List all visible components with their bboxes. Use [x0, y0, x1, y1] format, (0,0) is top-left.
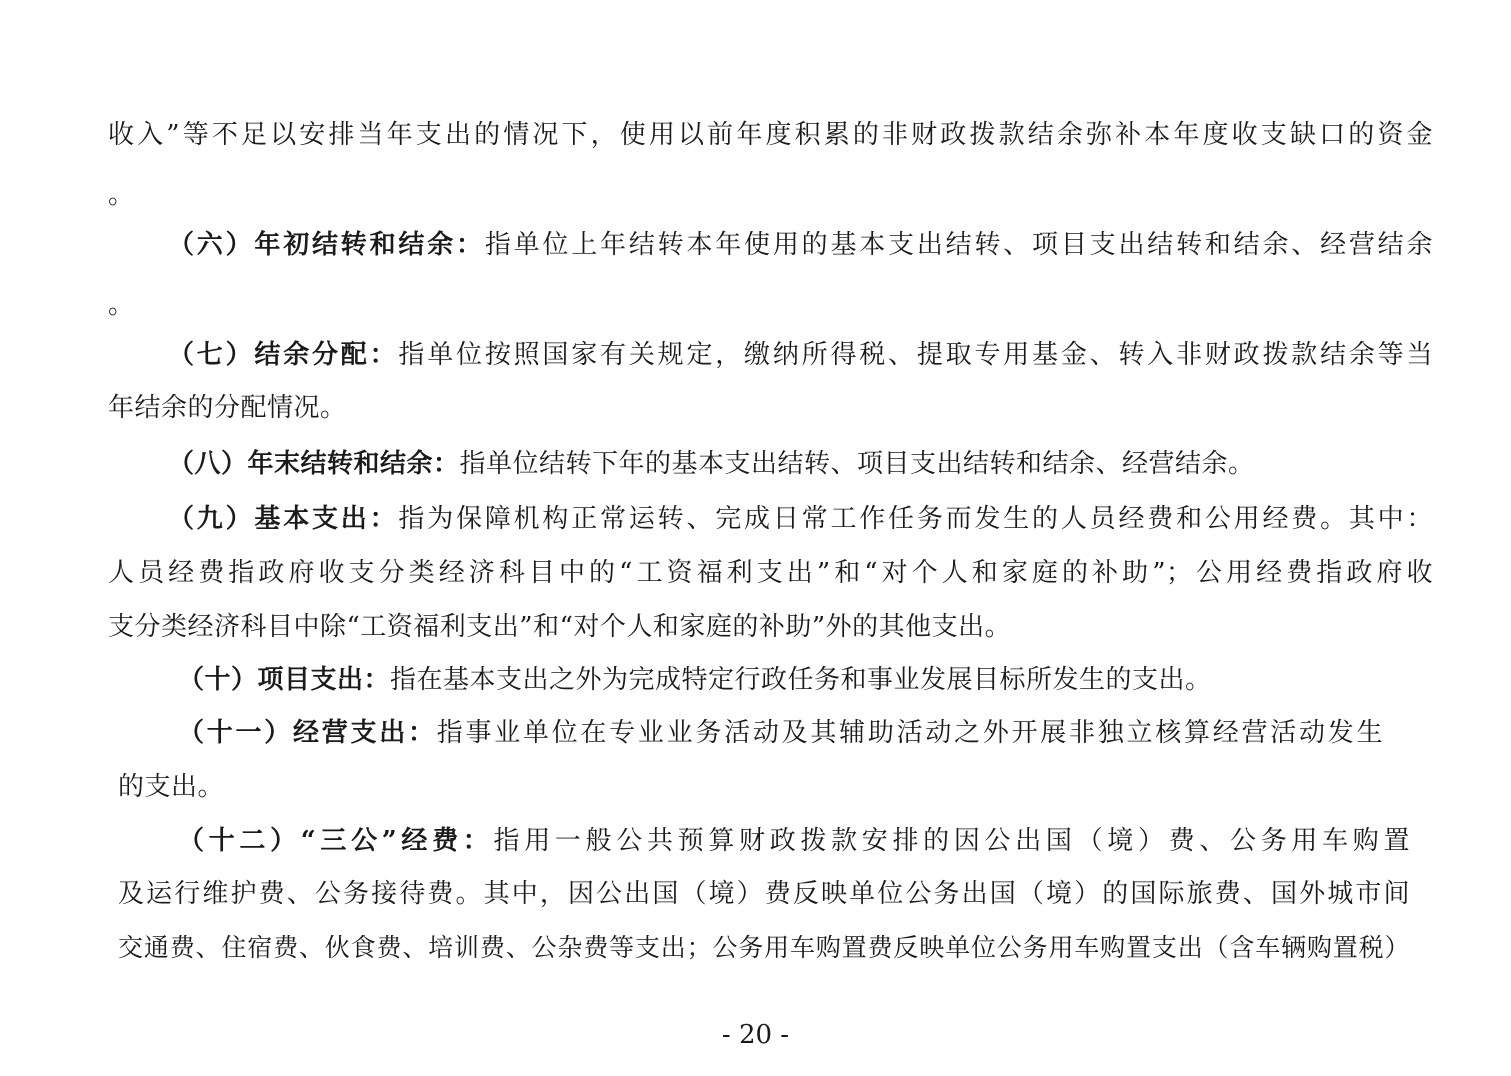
page-number: - 20 -	[721, 1020, 790, 1050]
item-8-text: 指单位结转下年的基本支出结转、项目支出结转和结余、经营结余。	[459, 449, 1255, 479]
item-8-term: （八）年末结转和结余：	[168, 449, 460, 479]
item-7-term: （七）结余分配：	[168, 340, 399, 370]
item-11-paragraph	[178, 718, 1383, 748]
body-line-6	[108, 393, 347, 423]
body-line-4	[108, 290, 135, 320]
item-7-paragraph	[168, 340, 1433, 370]
item-9-text: 指为保障机构正常运转、完成日常工作任务而发生的人员经费和公用经费。其中：	[398, 504, 1433, 534]
item-6-paragraph	[168, 230, 1433, 260]
item-7-text: 指单位按照国家有关规定，缴纳所得税、提取专用基金、转入非财政拨款结余等当	[398, 340, 1433, 370]
item-11-term: （十一）经营支出：	[178, 718, 437, 748]
line-text: 收入”等不足以安排当年支出的情况下，使用以前年度积累的非财政拨款结余弥补本年度收支缺口的资金	[108, 120, 1433, 150]
line-text: 及运行维护费、公务接待费。其中，因公出国（境）费反映单位公务出国（境）的国际旅费、国外城市间	[118, 879, 1410, 909]
item-9-term: （九）基本支出：	[168, 504, 399, 534]
line-text: 支分类经济科目中除“工资福利支出”和“对个人和家庭的补助”外的其他支出。	[108, 612, 1012, 642]
item-12-term: （十二）“三公”经费：	[178, 826, 494, 856]
item-11-text: 指事业单位在专业业务活动及其辅助活动之外开展非独立核算经营活动发生	[436, 718, 1383, 748]
line-text: 。	[108, 290, 135, 320]
line-text: 年结余的分配情况。	[108, 393, 347, 423]
item-12-text: 指用一般公共预算财政拨款安排的因公出国（境）费、公务用车购置	[493, 826, 1410, 856]
line-text: 的支出。	[118, 772, 225, 802]
item-9-paragraph	[168, 504, 1433, 534]
body-line-1	[108, 120, 1433, 150]
body-line-9	[108, 558, 1433, 588]
item-6-term: （六）年初结转和结余：	[168, 230, 485, 260]
item-10-paragraph	[178, 665, 1212, 695]
line-text: 人员经费指政府收支分类经济科目中的“工资福利支出”和“对个人和家庭的补助”；公用经费指政府收	[108, 558, 1433, 588]
line-text: 。	[108, 180, 135, 210]
body-line-15	[118, 879, 1410, 909]
body-line-10	[108, 612, 1011, 642]
item-12-paragraph	[178, 826, 1410, 856]
item-6-text: 指单位上年结转本年使用的基本支出结转、项目支出结转和结余、经营结余	[484, 230, 1433, 260]
item-10-text: 指在基本支出之外为完成特定行政任务和事业发展目标所发生的支出。	[390, 665, 1212, 695]
body-line-2	[108, 180, 135, 210]
item-10-term: （十）项目支出：	[178, 665, 391, 695]
line-text: 交通费、住宿费、伙食费、培训费、公杂费等支出；公务用车购置费反映单位公务用车购置支出（含车辆购置税）	[118, 933, 1410, 962]
item-8-paragraph	[168, 449, 1255, 479]
body-line-16	[118, 933, 1410, 963]
body-line-13	[118, 772, 224, 802]
